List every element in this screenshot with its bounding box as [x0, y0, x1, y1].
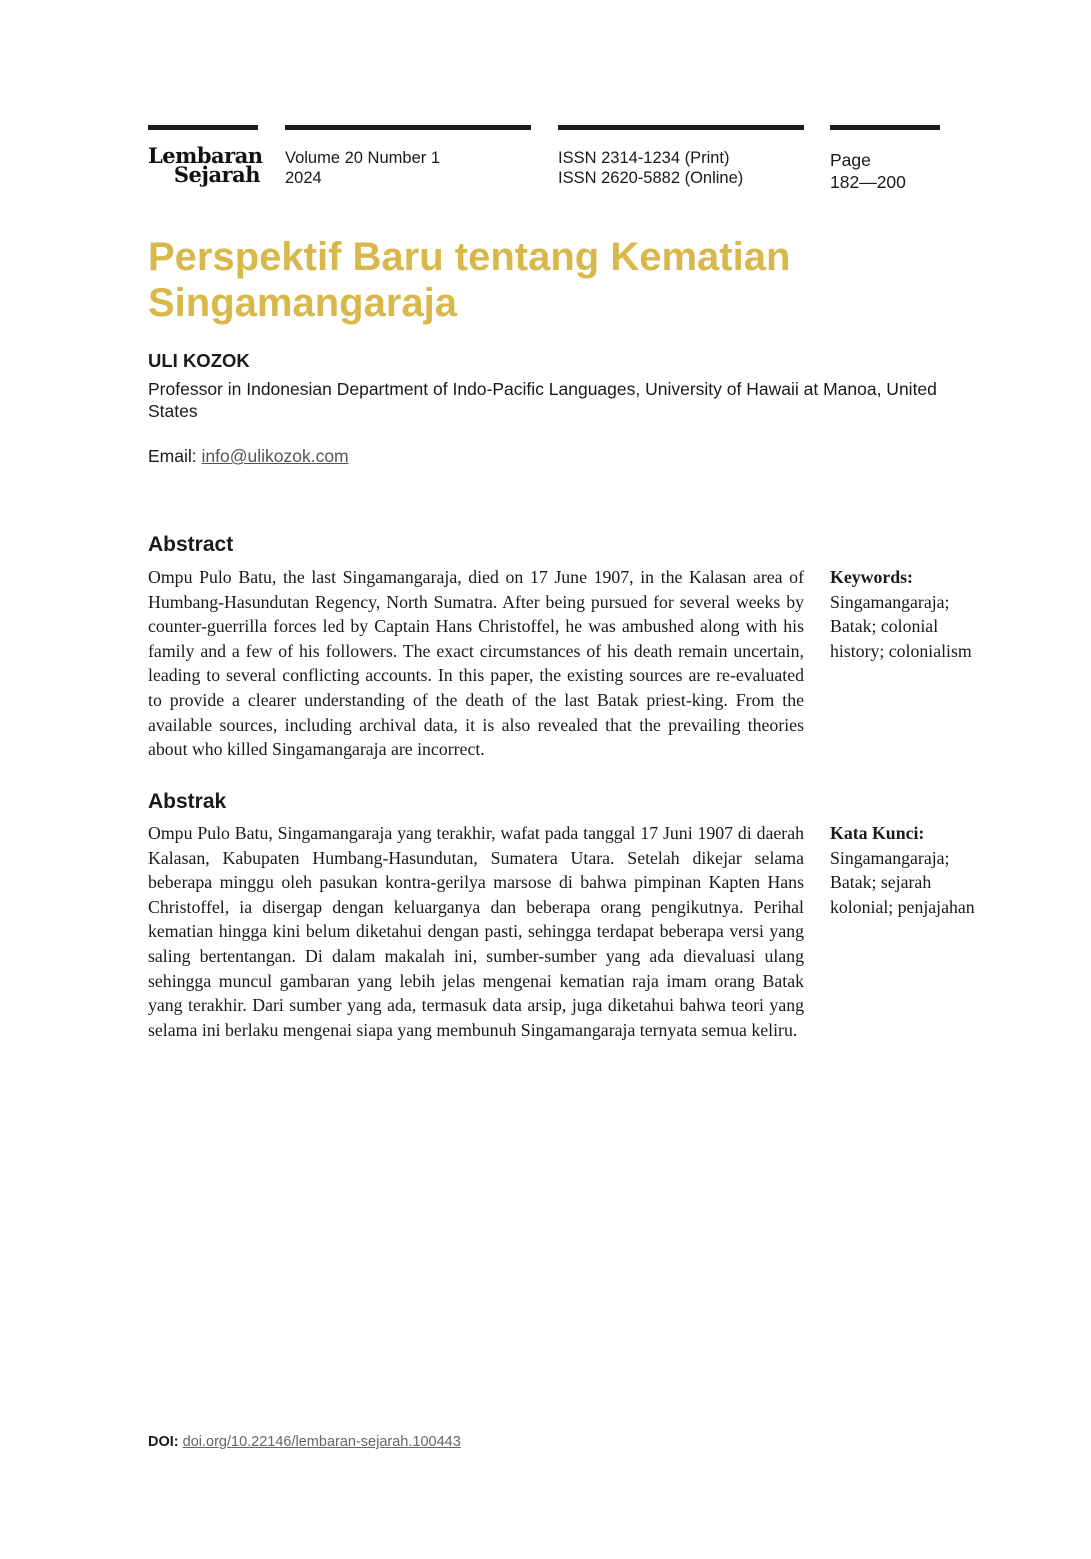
- volume-year: 2024: [285, 169, 322, 187]
- abstrak-heading: Abstrak: [148, 790, 227, 813]
- issn-online: ISSN 2620-5882 (Online): [558, 169, 744, 187]
- abstrak-body: Ompu Pulo Batu, Singamangaraja yang terakhir, wafat pada tanggal 17 Juni 1907 di daerah Kalasan, Kabupaten Humbang-Hasundutan, Sumatera Utara. Setelah dikejar selama beberapa minggu oleh pasukan kontra-gerilya marsose di bahwa pimpinan Kapten Hans Christoffel, ia disergap dengan keluarganya dan beberapa orang pengikutnya. Perihal kematian hingga kini belum diketahui dengan pasti, sehingga terdapat beberapa versi yang saling bertentangan. Di dalam makalah ini, sumber-sumber yang ada dievaluasi ulang sehingga muncul gambaran yang lebih jelas mengenai kematian raja imam orang Batak yang terakhir. Dari sumber yang ada, termasuk data arsip, juga diketahui bahwa teori yang selama ini berlaku mengenai siapa yang membunuh Singamangaraja ternyata semua keliru.: [148, 823, 804, 1040]
- author-name: ULI KOZOK: [148, 350, 250, 371]
- keywords-heading: Keywords:: [830, 567, 913, 587]
- kata-kunci-block: [830, 821, 980, 919]
- abstract-heading: Abstract: [148, 533, 234, 556]
- keywords-block: [830, 565, 980, 663]
- page-label: Page: [830, 150, 871, 170]
- doi-label: DOI:: [148, 1434, 179, 1450]
- page-range: 182—200: [830, 172, 906, 192]
- article-title: Perspektif Baru tentang Kematian Singamangaraja: [148, 235, 791, 325]
- author-affiliation: Professor in Indonesian Department of Indo-Pacific Languages, University of Hawaii at Manoa, United States: [148, 379, 937, 421]
- keywords-list: Singamangaraja; Batak; colonial history; colonialism: [830, 591, 972, 661]
- journal-logo: [148, 143, 263, 187]
- abstract-body: Ompu Pulo Batu, the last Singamangaraja, died on 17 June 1907, in the Kalasan area of Humbang-Hasundutan Regency, North Sumatra. After being pursued for several weeks by counter-guerrilla forces led by Captain Hans Christoffel, he was ambushed along with his family and a few of his followers. The exact circumstances of his death remain uncertain, leading to several conflicting accounts. In this paper, the existing sources are re-evaluated to provide a clearer understanding of the death of the last Batak priest-king. From the available sources, including archival data, it is also revealed that the prevailing theories about who killed Singamangaraja are incorrect.: [148, 567, 804, 760]
- header-volume-column: [285, 125, 531, 188]
- kata-kunci-list: Singamangaraja; Batak; sejarah kolonial; penjajahan: [830, 847, 975, 917]
- kata-kunci-heading: Kata Kunci:: [830, 823, 925, 843]
- logo-line-1: Lembaran: [148, 143, 263, 168]
- header-logo-column: [148, 125, 258, 130]
- doi-footer: [148, 1434, 461, 1450]
- logo-line-2: Sejarah: [173, 162, 260, 187]
- email-label: Email:: [148, 446, 197, 466]
- doi-link[interactable]: doi.org/10.22146/lembaran-sejarah.100443: [182, 1434, 461, 1450]
- header-rule: [830, 125, 940, 130]
- volume-number: Volume 20 Number 1: [285, 149, 441, 167]
- header-rule: [148, 125, 258, 130]
- author-email: [148, 446, 349, 467]
- header-rule: [558, 125, 804, 130]
- header-rule: [285, 125, 531, 130]
- email-link[interactable]: info@ulikozok.com: [201, 446, 349, 466]
- issn-print: ISSN 2314-1234 (Print): [558, 149, 730, 167]
- header-issn-column: [558, 125, 804, 188]
- header-page-column: [830, 125, 940, 193]
